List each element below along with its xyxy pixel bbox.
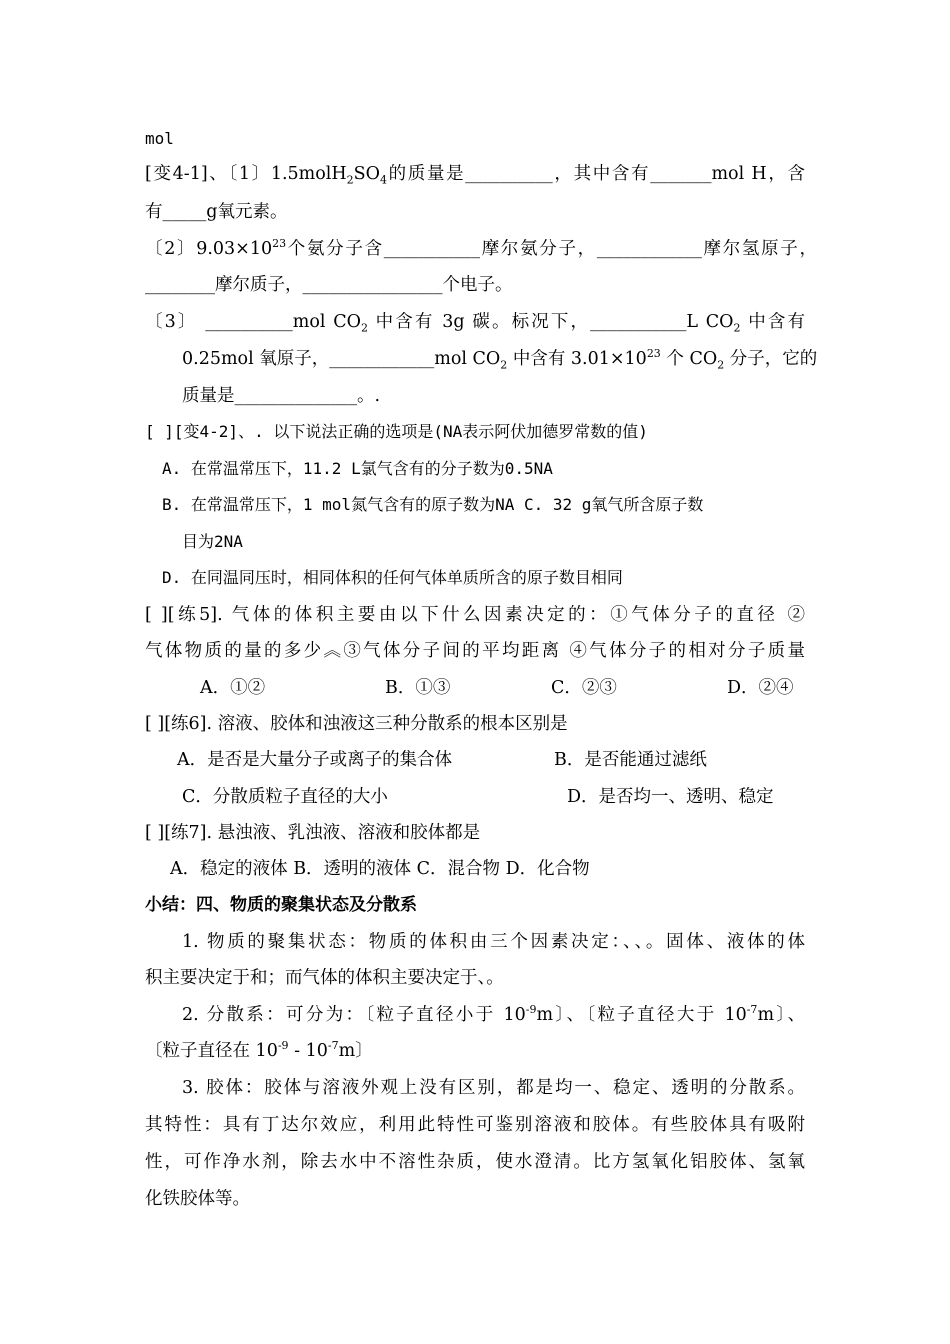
summary-p3-line-2: 其特性：具有丁达尔效应，利用此特性可鉴别溶液和胶体。有些胶体具有吸附: [145, 1115, 805, 1135]
summary-p2-line-1: 2. 分散系：可分为：〔粒子直径小于 $10^{-9}m$〕、〔粒子直径大于 $10^{-7}m$〕、: [182, 1003, 805, 1025]
q5-stem: [ ][练5]. 气体的体积主要由以下什么因素决定的：①气体分子的直径 ②: [145, 605, 805, 625]
q5-option-d: D．②④: [727, 678, 794, 698]
q5-stem-cont: 气体物质的量的多少︽③气体分子间的平均距离 ④气体分子的相对分子质量: [145, 641, 805, 661]
line-mol: mol: [145, 129, 174, 148]
q6-option-c: C．分散质粒子直径的大小: [182, 787, 388, 807]
q6-stem: [ ][练6]. 溶液、胶体和浊液这三种分散系的根本区别是: [145, 714, 568, 734]
q41-line-3: 〔2〕$9.03\times 10^{23}$个氨分子含___________摩尔氨分子，____________摩尔氢原子，: [145, 237, 818, 259]
q42-option-d: D. 在同温同压时，相同体积的任何气体单质所含的原子数目相同: [162, 568, 623, 587]
q5-option-b: B．①③: [385, 678, 451, 698]
q42-option-b: B. 在常温常压下，1 mol氮气含有的原子数为NA C. 32 g氧气所含原子数: [162, 495, 704, 514]
q41-line-4: ________摩尔质子，________________个电子。: [145, 275, 513, 295]
q7-options: A．稳定的液体 B．透明的液体 C．混合物 D．化合物: [170, 859, 590, 879]
q7-stem: [ ][练7]. 悬浊液、乳浊液、溶液和胶体都是: [145, 823, 481, 843]
q41-line-6: 0.25mol 氧原子，____________mol $CO_2$ 中含有 $3.01\times 10^{23}$ 个 $CO_2$ 分子，它的: [182, 347, 818, 372]
q6-option-b: B．是否能通过滤纸: [554, 750, 707, 770]
q42-option-a: A. 在常温常压下，11.2 L氯气含有的分子数为0.5NA: [162, 459, 553, 478]
summary-title: 小结：四、物质的聚集状态及分散系: [145, 895, 417, 915]
q41-line-7: 质量是______________。.: [182, 386, 381, 406]
q42-stem: [ ][变4-2]、. 以下说法正确的选项是(NA表示阿伏加德罗常数的值): [145, 422, 648, 441]
q6-option-d: D．是否均一、透明、稳定: [567, 787, 774, 807]
q5-option-a: A．①②: [200, 678, 266, 698]
q41-line-1: [变4-1]、〔1〕$1.5molH_2SO_4$的质量是__________，其中含有_______mol H，含: [145, 164, 805, 187]
summary-p2-line-2: 〔粒子直径在 $10^{-9} - 10^{-7}m$〕: [145, 1039, 373, 1061]
q41-line-2: 有_____g氧元素。: [145, 202, 288, 222]
summary-p3-line-3: 性，可作净水剂，除去水中不溶性杂质，使水澄清。比方氢氧化铝胶体、氢氧: [145, 1152, 805, 1172]
q5-option-c: C．②③: [551, 678, 617, 698]
summary-p1-line-1: 1. 物质的聚集状态：物质的体积由三个因素决定：、、。固体、液体的体: [182, 932, 805, 952]
summary-p3-line-4: 化铁胶体等。: [145, 1189, 250, 1209]
summary-p3-line-1: 3. 胶体：胶体与溶液外观上没有区别，都是均一、稳定、透明的分散系。: [182, 1078, 805, 1098]
q6-option-a: A．是否是大量分子或离子的集合体: [177, 750, 453, 770]
q41-line-5: 〔3〕 __________mol $CO_2$ 中含有 3g 碳。标况下，___________L $CO_2$ 中含有: [145, 312, 805, 335]
summary-p1-line-2: 积主要决定于和；而气体的体积主要决定于、。: [145, 968, 504, 988]
q42-option-b-cont: 目为2NA: [182, 532, 243, 551]
